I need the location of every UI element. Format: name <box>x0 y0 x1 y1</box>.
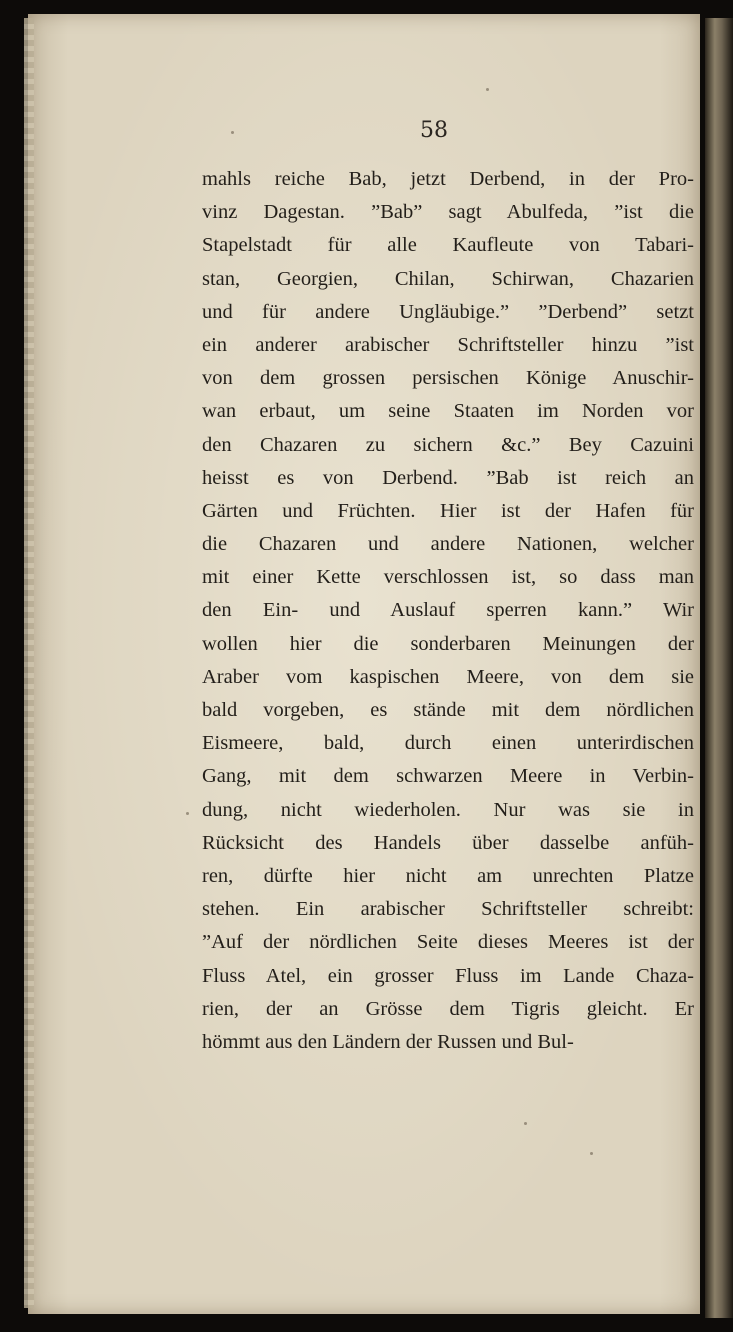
text-line: dung, nicht wiederholen. Nur was sie in <box>202 798 694 821</box>
text-line: rien, der an Grösse dem Tigris gleicht. Er <box>202 997 694 1020</box>
page-stack-edge <box>24 18 34 1308</box>
page-number: 58 <box>420 118 448 143</box>
text-line: heisst es von Derbend. ”Bab ist reich an <box>202 466 694 489</box>
text-line: und für andere Ungläubige.” ”Derbend” setzt <box>202 300 694 323</box>
text-line: hömmt aus den Ländern der Russen und Bul- <box>202 1030 574 1053</box>
text-line: Eismeere, bald, durch einen unterirdischen <box>202 732 694 755</box>
text-line: die Chazaren und andere Nationen, welcher <box>202 533 694 556</box>
text-line: den Chazaren zu sichern &c.” Bey Cazuini <box>202 433 694 456</box>
text-line: ein anderer arabischer Schriftsteller hinzu ”ist <box>202 333 694 356</box>
text-line: Stapelstadt für alle Kaufleute von Tabari- <box>202 234 694 257</box>
text-line: mahls reiche Bab, jetzt Derbend, in der Pro- <box>202 168 694 190</box>
paper-speck <box>486 88 489 91</box>
paper-speck <box>231 131 234 134</box>
adjacent-page-edge <box>705 18 733 1318</box>
body-text <box>202 163 694 1059</box>
paper-speck <box>590 1152 593 1155</box>
text-line: mit einer Kette verschlossen ist, so dass man <box>202 566 694 589</box>
text-line: Fluss Atel, ein grosser Fluss im Lande Chaza- <box>202 964 694 987</box>
text-line: Gang, mit dem schwarzen Meere in Verbin- <box>202 765 694 788</box>
text-line: den Ein- und Auslauf sperren kann.” Wir <box>202 599 694 622</box>
text-line: Gärten und Früchten. Hier ist der Hafen für <box>202 499 694 522</box>
paper-speck <box>524 1122 527 1125</box>
text-line: von dem grossen persischen Könige Anuschir- <box>202 367 694 390</box>
text-line: stan, Georgien, Chilan, Schirwan, Chazarien <box>202 267 694 290</box>
text-line: wollen hier die sonderbaren Meinungen der <box>202 632 694 655</box>
text-line: stehen. Ein arabischer Schriftsteller schreibt: <box>202 898 694 921</box>
text-line: ren, dürfte hier nicht am unrechten Platze <box>202 864 694 887</box>
text-line: ”Auf der nördlichen Seite dieses Meeres ist der <box>202 931 694 954</box>
text-line: vinz Dagestan. ”Bab” sagt Abulfeda, ”ist die <box>202 201 694 224</box>
text-line: Araber vom kaspischen Meere, von dem sie <box>202 665 694 688</box>
paper-speck <box>186 812 189 815</box>
text-line: bald vorgeben, es stände mit dem nördlichen <box>202 699 694 721</box>
text-line: Rücksicht des Handels über dasselbe anfüh- <box>202 831 694 854</box>
text-line: wan erbaut, um seine Staaten im Norden vor <box>202 400 694 423</box>
